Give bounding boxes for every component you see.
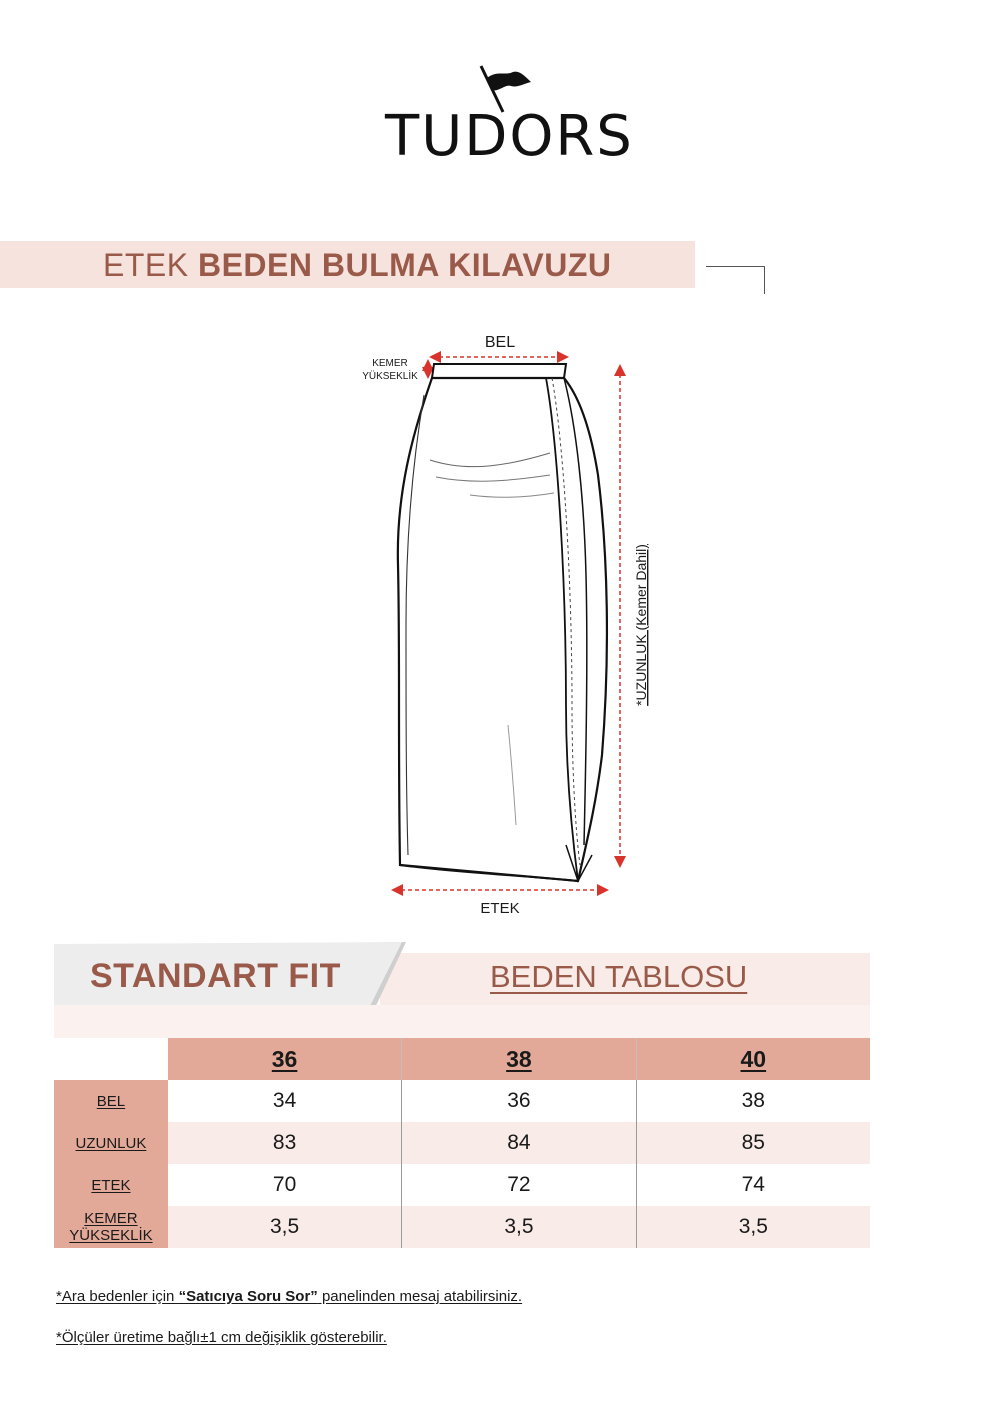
row-label-uzunluk: UZUNLUK — [54, 1122, 168, 1164]
size-header-row — [54, 1038, 870, 1080]
table-top-band — [54, 1005, 870, 1038]
page-title — [103, 247, 612, 284]
row-label-kemer-yukseklik — [54, 1206, 168, 1248]
row-label-etek: ETEK — [54, 1164, 168, 1206]
size-table — [54, 1038, 870, 1248]
note-measurement-tolerance: *Ölçüler üretime bağlı±1 cm değişiklik gösterebilir. — [56, 1329, 387, 1346]
kemer-label-line2: YÜKSEKLİK — [362, 371, 418, 382]
title-band — [0, 241, 695, 288]
table-cell: 84 — [402, 1122, 636, 1164]
table-row — [54, 1206, 870, 1248]
kemer-label-line1: KEMER — [372, 358, 408, 369]
row-label-kemer-line2: YÜKSEKLİK — [69, 1227, 153, 1244]
skirt-diagram — [340, 325, 670, 925]
uzunluk-label: *UZUNLUK (Kemer Dahil) — [633, 544, 649, 706]
table-cell: 3,5 — [168, 1206, 402, 1248]
table-cell: 36 — [402, 1080, 636, 1122]
fit-label: STANDART FIT — [90, 957, 341, 995]
table-row — [54, 1122, 870, 1164]
note-intermediate-sizes — [56, 1288, 522, 1305]
corner-decoration — [706, 266, 765, 294]
table-cell: 3,5 — [636, 1206, 870, 1248]
brand-logo — [385, 62, 634, 169]
size-header-40: 40 — [636, 1038, 870, 1080]
bel-label: BEL — [484, 334, 516, 351]
page-title-bold: BEDEN BULMA KILAVUZU — [197, 247, 612, 283]
note1-prefix: *Ara bedenler için — [56, 1288, 179, 1305]
table-cell: 83 — [168, 1122, 402, 1164]
size-header-36: 36 — [168, 1038, 402, 1080]
table-corner-cell — [54, 1038, 168, 1080]
table-cell: 3,5 — [402, 1206, 636, 1248]
table-cell: 38 — [636, 1080, 870, 1122]
table-cell: 74 — [636, 1164, 870, 1206]
table-cell: 34 — [168, 1080, 402, 1122]
page-title-light: ETEK — [103, 247, 189, 283]
size-table-title: BEDEN TABLOSU — [490, 959, 748, 994]
table-row — [54, 1080, 870, 1122]
table-cell: 72 — [402, 1164, 636, 1206]
row-label-bel: BEL — [54, 1080, 168, 1122]
table-cell: 70 — [168, 1164, 402, 1206]
etek-label: ETEK — [480, 900, 520, 917]
note1-suffix: panelinden mesaj atabilirsiniz. — [317, 1288, 523, 1305]
table-row — [54, 1164, 870, 1206]
table-cell: 85 — [636, 1122, 870, 1164]
note1-bold: “Satıcıya Soru Sor” — [178, 1288, 318, 1305]
logo-text: TUDORS — [385, 104, 634, 169]
row-label-kemer-line1: KEMER — [84, 1210, 138, 1227]
size-header-38: 38 — [402, 1038, 636, 1080]
